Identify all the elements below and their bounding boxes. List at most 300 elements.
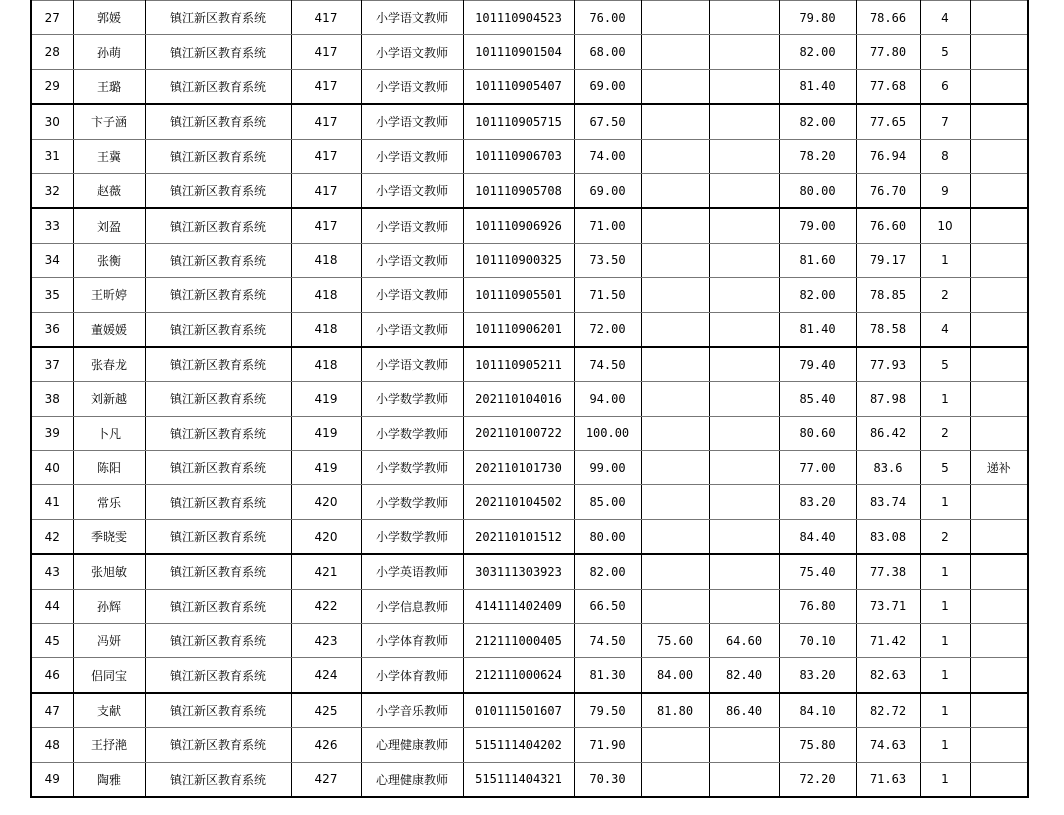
table-row: [31, 347, 1028, 382]
position-name-cell: 小学英语教师: [361, 554, 463, 589]
rank-cell: 1: [920, 658, 970, 693]
note-cell: [970, 312, 1028, 347]
note-cell: [970, 173, 1028, 208]
skill-score-1-cell: 81.80: [641, 693, 709, 728]
skill-score-1-cell: [641, 104, 709, 139]
name-cell: 卜凡: [73, 416, 145, 450]
row-number-cell: 38: [31, 382, 73, 416]
interview-score-cell: 76.80: [779, 589, 856, 623]
row-number-cell: 33: [31, 208, 73, 243]
skill-score-2-cell: [709, 485, 779, 519]
row-number-cell: 44: [31, 589, 73, 623]
skill-score-1-cell: [641, 554, 709, 589]
table-row: [31, 69, 1028, 104]
written-score-cell: 94.00: [574, 382, 641, 416]
table-row: [31, 312, 1028, 347]
position-name-cell: 小学语文教师: [361, 278, 463, 312]
written-score-cell: 82.00: [574, 554, 641, 589]
unit-cell: 镇江新区教育系统: [145, 554, 291, 589]
rank-cell: 2: [920, 416, 970, 450]
written-score-cell: 85.00: [574, 485, 641, 519]
interview-score-cell: 81.40: [779, 69, 856, 104]
position-name-cell: 小学语文教师: [361, 104, 463, 139]
position-name-cell: 小学音乐教师: [361, 693, 463, 728]
position-code-cell: 419: [291, 451, 361, 485]
position-name-cell: 心理健康教师: [361, 728, 463, 762]
interview-score-cell: 81.40: [779, 312, 856, 347]
skill-score-2-cell: [709, 1, 779, 35]
unit-cell: 镇江新区教育系统: [145, 382, 291, 416]
position-code-cell: 417: [291, 69, 361, 104]
interview-score-cell: 82.00: [779, 278, 856, 312]
name-cell: 陈阳: [73, 451, 145, 485]
skill-score-2-cell: [709, 347, 779, 382]
interview-score-cell: 75.80: [779, 728, 856, 762]
row-number-cell: 39: [31, 416, 73, 450]
table-row: [31, 554, 1028, 589]
rank-cell: 10: [920, 208, 970, 243]
interview-score-cell: 72.20: [779, 762, 856, 797]
written-score-cell: 71.50: [574, 278, 641, 312]
position-code-cell: 420: [291, 485, 361, 519]
written-score-cell: 70.30: [574, 762, 641, 797]
total-score-cell: 82.72: [856, 693, 920, 728]
position-name-cell: 小学语文教师: [361, 243, 463, 277]
name-cell: 王昕婷: [73, 278, 145, 312]
interview-score-cell: 79.80: [779, 1, 856, 35]
position-code-cell: 417: [291, 35, 361, 69]
position-name-cell: 小学数学教师: [361, 485, 463, 519]
position-name-cell: 小学语文教师: [361, 139, 463, 173]
table-row: [31, 485, 1028, 519]
total-score-cell: 77.93: [856, 347, 920, 382]
ticket-number-cell: 101110905211: [463, 347, 574, 382]
unit-cell: 镇江新区教育系统: [145, 173, 291, 208]
total-score-cell: 82.63: [856, 658, 920, 693]
rank-cell: 4: [920, 312, 970, 347]
row-number-cell: 48: [31, 728, 73, 762]
row-number-cell: 31: [31, 139, 73, 173]
total-score-cell: 79.17: [856, 243, 920, 277]
position-name-cell: 小学语文教师: [361, 1, 463, 35]
interview-score-cell: 75.40: [779, 554, 856, 589]
skill-score-2-cell: 64.60: [709, 624, 779, 658]
note-cell: [970, 243, 1028, 277]
unit-cell: 镇江新区教育系统: [145, 208, 291, 243]
table-row: [31, 624, 1028, 658]
total-score-cell: 76.94: [856, 139, 920, 173]
interview-score-cell: 80.00: [779, 173, 856, 208]
name-cell: 刘盈: [73, 208, 145, 243]
unit-cell: 镇江新区教育系统: [145, 519, 291, 554]
name-cell: 常乐: [73, 485, 145, 519]
position-name-cell: 小学语文教师: [361, 347, 463, 382]
ticket-number-cell: 101110906926: [463, 208, 574, 243]
note-cell: [970, 382, 1028, 416]
note-cell: [970, 693, 1028, 728]
skill-score-1-cell: [641, 382, 709, 416]
written-score-cell: 67.50: [574, 104, 641, 139]
row-number-cell: 49: [31, 762, 73, 797]
ticket-number-cell: 101110906201: [463, 312, 574, 347]
skill-score-1-cell: [641, 485, 709, 519]
rank-cell: 5: [920, 451, 970, 485]
written-score-cell: 81.30: [574, 658, 641, 693]
note-cell: [970, 624, 1028, 658]
position-code-cell: 418: [291, 347, 361, 382]
ticket-number-cell: 202110104016: [463, 382, 574, 416]
note-cell: [970, 554, 1028, 589]
total-score-cell: 83.08: [856, 519, 920, 554]
written-score-cell: 74.50: [574, 347, 641, 382]
position-code-cell: 419: [291, 382, 361, 416]
position-code-cell: 424: [291, 658, 361, 693]
skill-score-2-cell: 86.40: [709, 693, 779, 728]
row-number-cell: 32: [31, 173, 73, 208]
note-cell: [970, 1, 1028, 35]
unit-cell: 镇江新区教育系统: [145, 451, 291, 485]
skill-score-1-cell: [641, 519, 709, 554]
name-cell: 孙萌: [73, 35, 145, 69]
skill-score-1-cell: 75.60: [641, 624, 709, 658]
row-number-cell: 47: [31, 693, 73, 728]
row-number-cell: 35: [31, 278, 73, 312]
ticket-number-cell: 202110101512: [463, 519, 574, 554]
skill-score-2-cell: [709, 416, 779, 450]
total-score-cell: 74.63: [856, 728, 920, 762]
table-row: [31, 278, 1028, 312]
rank-cell: 7: [920, 104, 970, 139]
row-number-cell: 28: [31, 35, 73, 69]
results-table-container: [30, 0, 1027, 798]
unit-cell: 镇江新区教育系统: [145, 624, 291, 658]
interview-score-cell: 78.20: [779, 139, 856, 173]
skill-score-2-cell: [709, 451, 779, 485]
name-cell: 赵薇: [73, 173, 145, 208]
written-score-cell: 79.50: [574, 693, 641, 728]
rank-cell: 8: [920, 139, 970, 173]
note-cell: [970, 347, 1028, 382]
unit-cell: 镇江新区教育系统: [145, 278, 291, 312]
position-code-cell: 417: [291, 139, 361, 173]
position-name-cell: 小学语文教师: [361, 69, 463, 104]
position-code-cell: 417: [291, 208, 361, 243]
row-number-cell: 30: [31, 104, 73, 139]
rank-cell: 1: [920, 554, 970, 589]
position-name-cell: 小学体育教师: [361, 624, 463, 658]
rank-cell: 1: [920, 382, 970, 416]
name-cell: 王抒滟: [73, 728, 145, 762]
total-score-cell: 87.98: [856, 382, 920, 416]
name-cell: 卞子涵: [73, 104, 145, 139]
position-name-cell: 小学语文教师: [361, 312, 463, 347]
ticket-number-cell: 101110901504: [463, 35, 574, 69]
row-number-cell: 36: [31, 312, 73, 347]
unit-cell: 镇江新区教育系统: [145, 485, 291, 519]
rank-cell: 1: [920, 762, 970, 797]
row-number-cell: 41: [31, 485, 73, 519]
row-number-cell: 43: [31, 554, 73, 589]
name-cell: 季晓雯: [73, 519, 145, 554]
skill-score-2-cell: [709, 589, 779, 623]
unit-cell: 镇江新区教育系统: [145, 693, 291, 728]
written-score-cell: 100.00: [574, 416, 641, 450]
note-cell: [970, 589, 1028, 623]
interview-score-cell: 83.20: [779, 485, 856, 519]
rank-cell: 1: [920, 243, 970, 277]
written-score-cell: 66.50: [574, 589, 641, 623]
name-cell: 张旭敏: [73, 554, 145, 589]
rank-cell: 1: [920, 485, 970, 519]
table-row: [31, 451, 1028, 485]
total-score-cell: 71.63: [856, 762, 920, 797]
interview-score-cell: 79.40: [779, 347, 856, 382]
table-row: [31, 519, 1028, 554]
note-cell: [970, 104, 1028, 139]
table-row: [31, 693, 1028, 728]
skill-score-2-cell: [709, 312, 779, 347]
skill-score-2-cell: [709, 278, 779, 312]
note-cell: [970, 519, 1028, 554]
name-cell: 孙辉: [73, 589, 145, 623]
skill-score-1-cell: [641, 312, 709, 347]
name-cell: 郭媛: [73, 1, 145, 35]
written-score-cell: 73.50: [574, 243, 641, 277]
position-code-cell: 426: [291, 728, 361, 762]
skill-score-1-cell: [641, 278, 709, 312]
interview-score-cell: 80.60: [779, 416, 856, 450]
total-score-cell: 78.85: [856, 278, 920, 312]
ticket-number-cell: 101110904523: [463, 1, 574, 35]
written-score-cell: 99.00: [574, 451, 641, 485]
note-cell: [970, 416, 1028, 450]
skill-score-1-cell: [641, 243, 709, 277]
position-code-cell: 421: [291, 554, 361, 589]
row-number-cell: 46: [31, 658, 73, 693]
note-cell: [970, 69, 1028, 104]
written-score-cell: 74.50: [574, 624, 641, 658]
interview-score-cell: 83.20: [779, 658, 856, 693]
rank-cell: 1: [920, 589, 970, 623]
skill-score-2-cell: [709, 139, 779, 173]
ticket-number-cell: 202110100722: [463, 416, 574, 450]
rank-cell: 2: [920, 519, 970, 554]
ticket-number-cell: 212111000405: [463, 624, 574, 658]
written-score-cell: 69.00: [574, 69, 641, 104]
ticket-number-cell: 101110906703: [463, 139, 574, 173]
position-name-cell: 小学语文教师: [361, 208, 463, 243]
table-row: [31, 208, 1028, 243]
interview-score-cell: 79.00: [779, 208, 856, 243]
interview-score-cell: 82.00: [779, 35, 856, 69]
position-name-cell: 小学语文教师: [361, 35, 463, 69]
unit-cell: 镇江新区教育系统: [145, 762, 291, 797]
skill-score-1-cell: [641, 589, 709, 623]
skill-score-1-cell: [641, 35, 709, 69]
written-score-cell: 68.00: [574, 35, 641, 69]
name-cell: 董媛媛: [73, 312, 145, 347]
skill-score-2-cell: [709, 208, 779, 243]
row-number-cell: 45: [31, 624, 73, 658]
position-code-cell: 417: [291, 173, 361, 208]
rank-cell: 9: [920, 173, 970, 208]
ticket-number-cell: 212111000624: [463, 658, 574, 693]
ticket-number-cell: 010111501607: [463, 693, 574, 728]
position-name-cell: 小学数学教师: [361, 382, 463, 416]
ticket-number-cell: 101110905501: [463, 278, 574, 312]
rank-cell: 5: [920, 347, 970, 382]
table-row: [31, 762, 1028, 797]
table-body: [31, 1, 1028, 797]
total-score-cell: 77.65: [856, 104, 920, 139]
interview-score-cell: 85.40: [779, 382, 856, 416]
written-score-cell: 69.00: [574, 173, 641, 208]
row-number-cell: 37: [31, 347, 73, 382]
skill-score-1-cell: [641, 728, 709, 762]
total-score-cell: 83.6: [856, 451, 920, 485]
ticket-number-cell: 515111404202: [463, 728, 574, 762]
total-score-cell: 77.68: [856, 69, 920, 104]
written-score-cell: 71.90: [574, 728, 641, 762]
total-score-cell: 77.80: [856, 35, 920, 69]
rank-cell: 5: [920, 35, 970, 69]
position-code-cell: 420: [291, 519, 361, 554]
table-row: [31, 1, 1028, 35]
ticket-number-cell: 101110905708: [463, 173, 574, 208]
note-cell: [970, 208, 1028, 243]
note-cell: [970, 35, 1028, 69]
unit-cell: 镇江新区教育系统: [145, 139, 291, 173]
skill-score-1-cell: [641, 416, 709, 450]
note-cell: [970, 485, 1028, 519]
total-score-cell: 73.71: [856, 589, 920, 623]
position-code-cell: 419: [291, 416, 361, 450]
position-name-cell: 小学数学教师: [361, 451, 463, 485]
ticket-number-cell: 202110104502: [463, 485, 574, 519]
position-name-cell: 小学数学教师: [361, 519, 463, 554]
skill-score-1-cell: [641, 762, 709, 797]
ticket-number-cell: 515111404321: [463, 762, 574, 797]
total-score-cell: 78.58: [856, 312, 920, 347]
total-score-cell: 83.74: [856, 485, 920, 519]
name-cell: 侣同宝: [73, 658, 145, 693]
total-score-cell: 71.42: [856, 624, 920, 658]
ticket-number-cell: 414111402409: [463, 589, 574, 623]
skill-score-1-cell: [641, 139, 709, 173]
total-score-cell: 78.66: [856, 1, 920, 35]
ticket-number-cell: 101110900325: [463, 243, 574, 277]
position-code-cell: 418: [291, 312, 361, 347]
ticket-number-cell: 303111303923: [463, 554, 574, 589]
position-name-cell: 小学体育教师: [361, 658, 463, 693]
position-code-cell: 422: [291, 589, 361, 623]
skill-score-2-cell: [709, 382, 779, 416]
skill-score-2-cell: [709, 173, 779, 208]
name-cell: 冯妍: [73, 624, 145, 658]
unit-cell: 镇江新区教育系统: [145, 347, 291, 382]
ticket-number-cell: 101110905407: [463, 69, 574, 104]
unit-cell: 镇江新区教育系统: [145, 1, 291, 35]
ticket-number-cell: 101110905715: [463, 104, 574, 139]
skill-score-2-cell: [709, 243, 779, 277]
interview-score-cell: 70.10: [779, 624, 856, 658]
written-score-cell: 76.00: [574, 1, 641, 35]
skill-score-1-cell: [641, 1, 709, 35]
unit-cell: 镇江新区教育系统: [145, 312, 291, 347]
results-table: [30, 0, 1029, 798]
note-cell: [970, 658, 1028, 693]
written-score-cell: 80.00: [574, 519, 641, 554]
position-code-cell: 418: [291, 278, 361, 312]
note-cell: [970, 728, 1028, 762]
unit-cell: 镇江新区教育系统: [145, 104, 291, 139]
name-cell: 张春龙: [73, 347, 145, 382]
table-row: [31, 104, 1028, 139]
unit-cell: 镇江新区教育系统: [145, 243, 291, 277]
table-row: [31, 658, 1028, 693]
interview-score-cell: 84.40: [779, 519, 856, 554]
name-cell: 陶雅: [73, 762, 145, 797]
rank-cell: 4: [920, 1, 970, 35]
interview-score-cell: 77.00: [779, 451, 856, 485]
interview-score-cell: 82.00: [779, 104, 856, 139]
unit-cell: 镇江新区教育系统: [145, 728, 291, 762]
position-name-cell: 小学数学教师: [361, 416, 463, 450]
written-score-cell: 71.00: [574, 208, 641, 243]
position-name-cell: 心理健康教师: [361, 762, 463, 797]
name-cell: 刘新越: [73, 382, 145, 416]
unit-cell: 镇江新区教育系统: [145, 658, 291, 693]
total-score-cell: 77.38: [856, 554, 920, 589]
skill-score-1-cell: [641, 69, 709, 104]
skill-score-2-cell: [709, 728, 779, 762]
interview-score-cell: 84.10: [779, 693, 856, 728]
table-row: [31, 589, 1028, 623]
row-number-cell: 40: [31, 451, 73, 485]
note-cell: 递补: [970, 451, 1028, 485]
skill-score-2-cell: [709, 104, 779, 139]
rank-cell: 1: [920, 624, 970, 658]
rank-cell: 1: [920, 693, 970, 728]
position-code-cell: 417: [291, 1, 361, 35]
skill-score-2-cell: [709, 554, 779, 589]
interview-score-cell: 81.60: [779, 243, 856, 277]
skill-score-1-cell: [641, 347, 709, 382]
unit-cell: 镇江新区教育系统: [145, 35, 291, 69]
row-number-cell: 27: [31, 1, 73, 35]
note-cell: [970, 762, 1028, 797]
row-number-cell: 34: [31, 243, 73, 277]
name-cell: 王冀: [73, 139, 145, 173]
skill-score-1-cell: 84.00: [641, 658, 709, 693]
position-code-cell: 417: [291, 104, 361, 139]
row-number-cell: 29: [31, 69, 73, 104]
rank-cell: 6: [920, 69, 970, 104]
skill-score-1-cell: [641, 208, 709, 243]
position-name-cell: 小学信息教师: [361, 589, 463, 623]
skill-score-2-cell: [709, 35, 779, 69]
skill-score-1-cell: [641, 451, 709, 485]
name-cell: 王璐: [73, 69, 145, 104]
position-code-cell: 425: [291, 693, 361, 728]
table-row: [31, 243, 1028, 277]
total-score-cell: 76.70: [856, 173, 920, 208]
skill-score-2-cell: [709, 519, 779, 554]
name-cell: 支献: [73, 693, 145, 728]
table-row: [31, 139, 1028, 173]
name-cell: 张衡: [73, 243, 145, 277]
unit-cell: 镇江新区教育系统: [145, 416, 291, 450]
